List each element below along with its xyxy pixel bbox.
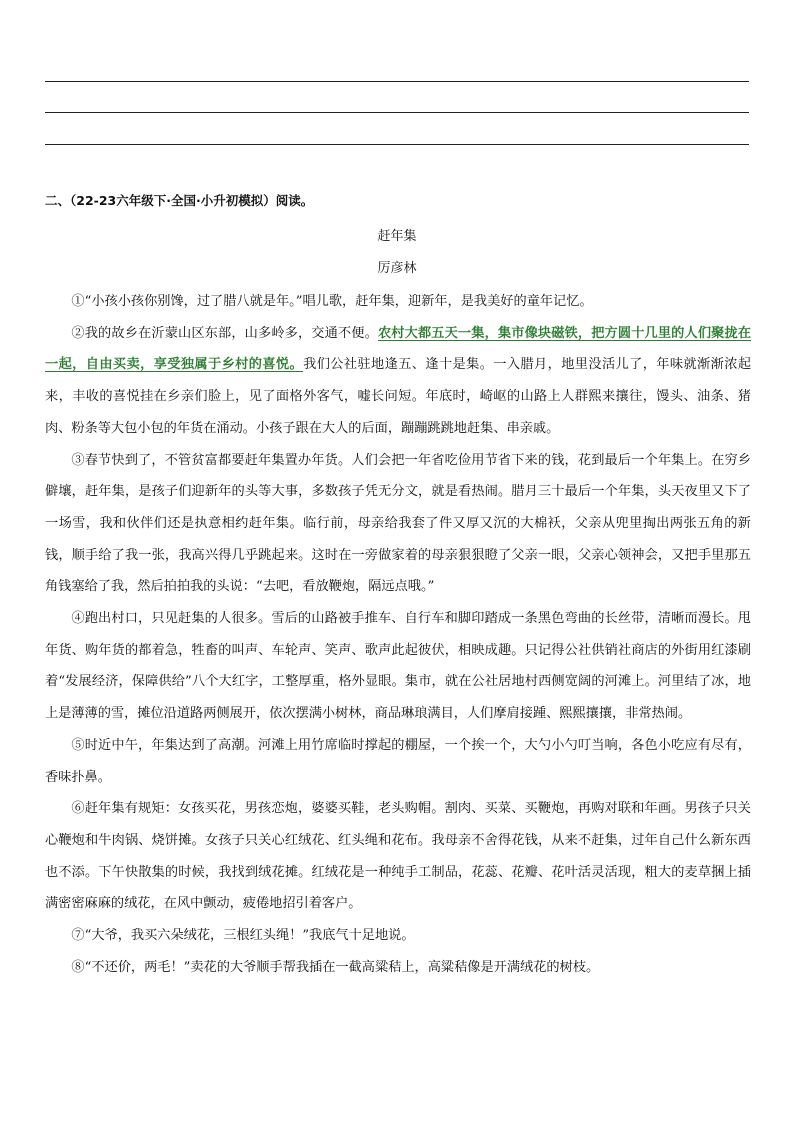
answer-line-1 — [45, 81, 749, 82]
answer-line-2 — [45, 112, 749, 113]
paragraph-3: ③春节快到了，不管贫富都要赶年集置办年货。人们会把一年省吃俭用节省下来的钱，花到最后一个年集上。在穷乡僻壤，赶年集，是孩子们迎新年的头等大事，多数孩子凭无分文，就是看热闹。腊月三十最后一个年集，头天夜里又下了一场雪，我和伙伴们还是执意相约赶年集。临行前，母亲给我套了件又厚又沉的大棉袄，父亲从兜里掏出两张五角的新钱，顺手给了我一张，我高兴得几乎跳起来。这时在一旁做家着的母亲狠狠瞪了父亲一眼，父亲心领神会，又把手里那五角钱塞给了我，然后拍拍我的头说：“去吧，看放鞭炮，隔远点哦。” — [45, 452, 751, 595]
paragraph-6: ⑥赶年集有规矩：女孩买花，男孩恋炮，婆婆买鞋，老头购帽。割肉、买菜、买鞭炮，再购对联和年画。男孩子只关心鞭炮和牛肉锅、烧饼摊。女孩子只关心红绒花、红头绳和花布。我母亲不舍得花钱，从来不赶集，过年自己什么新东西也不添。下午快散集的时候，我找到绒花摊。红绒花是一种纯手工制品，花蕊、花瓣、花叶活灵活现，粗大的麦草捆上插满密密麻麻的绒花，在风中颤动，疲倦地招引着客户。 — [45, 801, 751, 912]
paragraph-2-lead: ②我的故乡在沂蒙山区东部，山多岭多，交通不便。 — [71, 325, 378, 341]
paragraph-8: ⑧“不还价，两毛！”卖花的大爷顺手帮我插在一截高粱秸上，高粱秸像是开满绒花的树枝。 — [71, 959, 600, 975]
paragraph-7: ⑦“大爷，我买六朵绒花，三根红头绳！”我底气十足地说。 — [71, 928, 415, 944]
paragraph-1: ①“小孩小孩你别馋，过了腊八就是年。”唱儿歌，赶年集，迎新年，是我美好的童年记忆。 — [71, 294, 593, 309]
section-heading: 二、（22-23六年级下·全国·小升初模拟）阅读。 — [45, 193, 314, 208]
answer-line-3 — [45, 144, 749, 145]
highlighted-sentence: 农村大都五天一集，集市像块磁铁，把方圆十几里的人们聚拢在一起，自由买卖，享受独属于乡村的喜悦。 — [45, 325, 752, 373]
paragraph-2-rest: 我们公社驻地逢五、逢十是集。一入腊月，地里没活儿了，年味就渐渐浓起来，丰收的喜悦挂在乡亲们脸上，见了面格外客气，嘘长问短。年底时，崎岖的山路上人群熙来攘往，馒头、油条、猪肉、粉条等大包小包的年货在涌动。小孩子跟在大人的后面，蹦蹦跳跳地赶集、串亲戚。 — [45, 357, 751, 436]
paragraph-4: ④跑出村口，只见赶集的人很多。雪后的山路被手推车、自行车和脚印踏成一条黑色弯曲的长丝带，清晰而漫长。甩年货、购年货的都着急，牲畜的叫声、车轮声、笑声、歌声此起彼伏，相映成趣。只记得公社供销社商店的外街用红漆刷着“发展经济，保障供给”八个大红字，工整厚重，格外显眼。集市，就在公社居地村西侧宽阔的河滩上。河里结了冰，地上是薄薄的雪，摊位沿道路两侧展开，依次摆满小树林，商品琳琅满目，人们摩肩接踵、熙熙攘攘，非常热闹。 — [45, 611, 751, 722]
paragraph-2 — [45, 318, 751, 445]
article-body — [45, 286, 751, 983]
paragraph-5: ⑤时近中午，年集达到了高潮。河滩上用竹席临时撑起的棚屋，一个挨一个，大勺小勺叮当响，各色小吃应有尽有，香味扑鼻。 — [45, 737, 751, 785]
article-author: 厉彦林 — [377, 261, 417, 276]
article-title: 赶年集 — [377, 229, 417, 244]
